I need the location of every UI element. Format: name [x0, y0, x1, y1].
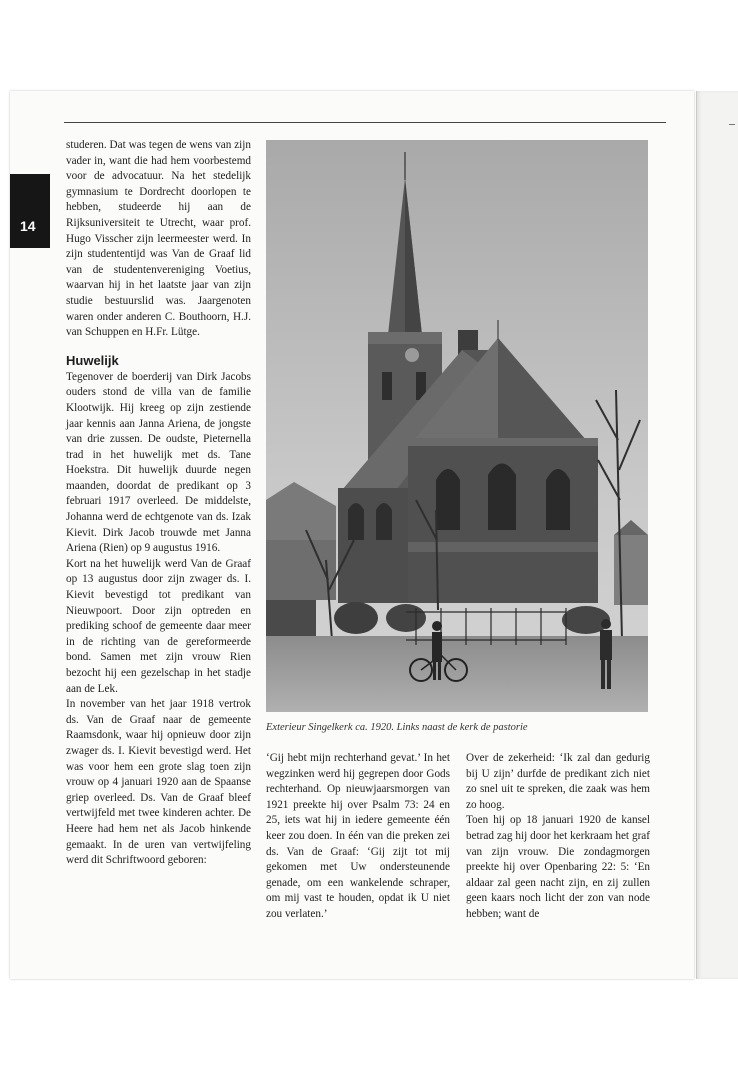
- column1-paragraph-2: Tegenover de boerderij van Dirk Jacobs ouders stond de villa van de familie Klootwijk. Hij kreeg op zijn zestiende jaar kennis aan Janna Ariena, de jongste van drie zussen. De oudste, Pieternella trad in het huwelijk met ds. Tane Hoekstra. Dit huwelijk duurde negen maanden, doordat de predikant op 3 februari 1917 overleed. De middelste, Johanna werd de echtgenote van ds. Izak Kievit. Dirk Jacob trouwde met Janna Ariena (Rien) op 9 augustus 1916.: [66, 370, 251, 555]
- text-column-1: [66, 138, 251, 869]
- page-number: 14: [20, 218, 36, 234]
- text-column-2: [266, 751, 450, 923]
- column1-paragraph-4: In november van het jaar 1918 vertrok ds. Van de Graaf naar de gemeente Raamsdonk, waar hij opnieuw door zijn zwager ds. I. Kievit bevestigd werd. Het was voor hem een grote slag toen zijn vrouw op 4 januari 1920 aan de Spaanse griep overleed. Ds. Van de Graaf bleef vertwijfeld met twee kinderen achter. De Heere had hem net als Jacob hinkende gemaakt. In de uren van vertwijfeling werd dit Schriftwoord geboren:: [66, 698, 251, 867]
- column3-paragraph-1: Over de zekerheid: ‘Ik zal dan gedurig bij U zijn’ durfde de predikant zich niet zo snel uit te spreken, die zaak was hem zo hoog.: [466, 752, 650, 811]
- photo-caption: Exterieur Singelkerk ca. 1920. Links naast de kerk de pastorie: [266, 722, 528, 733]
- next-page-edge: [696, 91, 738, 979]
- column3-paragraph-2: Toen hij op 18 januari 1920 de kansel betrad zag hij door het kerkraam het graf van zijn vrouw. Die zondagmorgen preekte hij over Openbaring 22: 5: ‘En aldaar zal geen nacht zijn, en zij zullen geen kaars noch licht der zon van node hebben; want de: [466, 814, 650, 920]
- church-illustration: [266, 140, 648, 712]
- church-photo: [266, 140, 648, 712]
- column2-paragraph-1: ‘Gij hebt mijn rechterhand gevat.’ In het wegzinken werd hij gegrepen door Gods rechterhand. Op nieuwjaarsmorgen van 1921 preekte hij over Psalm 73: 24 en 25, iets wat hij in iedere gemeente één keer zou doen. In één van die preken zei ds. Van de Graaf: ‘Gij zijt tot mij gekomen met Uw ondersteunende genade, om een wankelende schraper, om mij vast te houden, opdat ik U niet zou verlaten.’: [266, 752, 450, 920]
- top-rule: [64, 122, 666, 123]
- page-tab-marker: [10, 174, 50, 248]
- text-column-3: [466, 751, 650, 923]
- section-heading: Huwelijk: [66, 352, 119, 368]
- column1-paragraph-3: Kort na het huwelijk werd Van de Graaf op 13 augustus door zijn zwager ds. I. Kievit bevestigd tot predikant van Nieuwpoort. Door zijn optreden en prediking schoof de gemeente daar meer in de richting van de gereformeerde bond. Samen met zijn vrouw Rien bezocht hij een gezelschap in het stadje aan de Lek.: [66, 557, 251, 695]
- column1-paragraph-1: studeren. Dat was tegen de wens van zijn vader in, want die had hem voorbestemd voor de advocatuur. Na het stedelijk gymnasium te Dordrecht doorlopen te hebben, studeerde hij aan de Rijksuniversiteit te Utrecht, waar prof. Hugo Visscher zijn leermeester werd. In zijn studententijd was Van de Graaf lid van de studentenvereniging Voetius, waarvan hij in het laatste jaar van zijn studie bestuurslid was. Jaargenoten waren onder anderen C. Bouthoorn, H.J. van Schuppen en H.Fr. Lütge.: [66, 139, 251, 339]
- edge-mark: [729, 124, 735, 125]
